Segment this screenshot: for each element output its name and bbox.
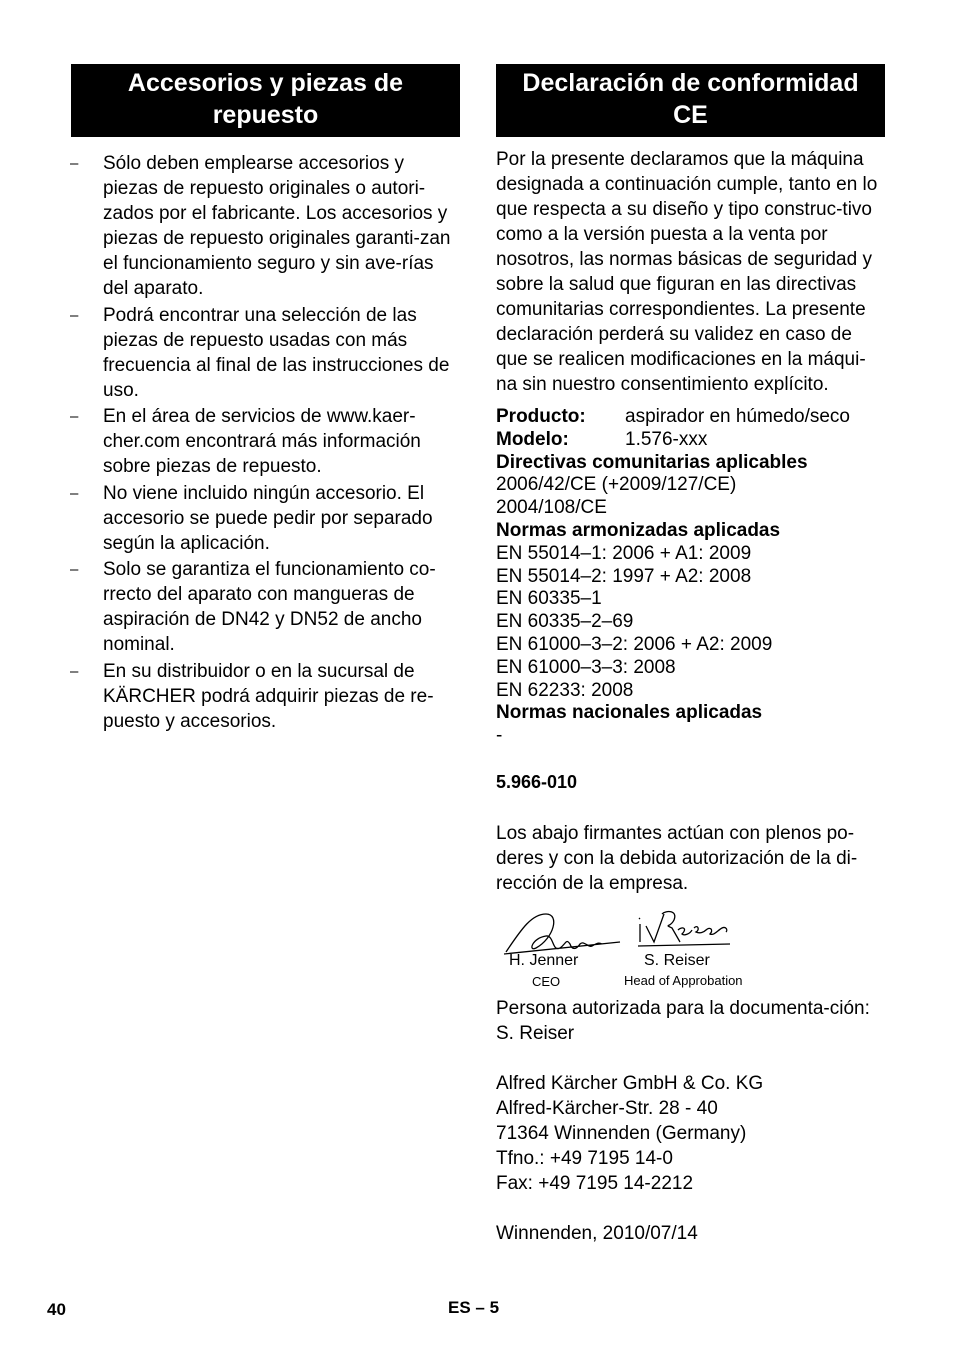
product-value: aspirador en húmedo/seco	[625, 406, 850, 427]
bullet-dash: –	[70, 155, 79, 172]
standard-item: EN 61000–3–2: 2006 + A2: 2009	[496, 633, 773, 655]
product-label: Producto:	[496, 406, 586, 427]
language-page-label: ES – 5	[448, 1298, 500, 1317]
conformity-heading-line2: CE	[673, 101, 708, 129]
authorized-name: S. Reiser	[496, 1022, 575, 1044]
bullet-dash: –	[70, 306, 79, 324]
bullet-dash: –	[70, 484, 79, 502]
document-number: 5.966-010	[496, 771, 578, 792]
list-item-text: En su distribuidor o en la sucursal de KÄRCHER podrá adquirir piezas de re-puesto y accesorios.	[103, 660, 434, 732]
list-item-text: No viene incluido ningún accesorio. El accesorio se puede pedir por separado según la aplicación.	[103, 482, 433, 554]
standard-item: EN 62233: 2008	[496, 679, 634, 701]
product-info	[496, 406, 885, 748]
signature-area	[496, 902, 885, 998]
directives-heading: Directivas comunitarias aplicables	[496, 451, 808, 473]
signer2-name: S. Reiser	[644, 951, 710, 969]
model-label: Modelo:	[496, 428, 569, 450]
list-item	[71, 481, 460, 556]
company-line: 71364 Winnenden (Germany)	[496, 1122, 747, 1144]
model-value: 1.576-xxx	[625, 428, 708, 450]
product-row	[496, 406, 885, 429]
list-item-text: Solo se garantiza el funcionamiento co-rrecto del aparato con mangueras de aspiración de DN42 y DN52 de ancho nominal.	[103, 559, 436, 655]
bullet-dash: –	[70, 662, 79, 680]
accessories-heading-line1: Accesorios y piezas de	[127, 69, 404, 97]
accessories-heading	[71, 64, 460, 137]
signer1-name: H. Jenner	[509, 951, 579, 969]
declaration-intro: Por la presente declaramos que la máquina designada a continuación cumple, tanto en lo que respecta a su diseño y tipo construc-tivo como a la versión puesta a la venta por nosotros, las normas básicas de seguridad y sobre la salud que figuran en las directivas comunitarias correspondientes. La presente declaración perderá su validez en caso de que se realicen modificaciones en la máqui-na sin nuestro consentimiento explícito.	[496, 149, 878, 395]
company-line: Alfred-Kärcher-Str. 28 - 40	[496, 1097, 718, 1119]
accessories-heading-line2: repuesto	[212, 101, 319, 129]
authorized-label: Persona autorizada para la documenta-ción:	[496, 997, 870, 1019]
signers-statement: Los abajo firmantes actúan con plenos po-deres y con la debida autorización de la di-rección de la empresa.	[496, 822, 858, 894]
standard-item: EN 60335–1	[496, 588, 602, 610]
standard-item: EN 60335–2–69	[496, 611, 634, 633]
company-line: Alfred Kärcher GmbH & Co. KG	[496, 1072, 764, 1094]
bullet-dash: –	[70, 408, 79, 425]
page-number: 40	[47, 1300, 66, 1319]
national-heading: Normas nacionales aplicadas	[496, 702, 763, 724]
national-value: -	[496, 725, 503, 747]
accessories-list	[71, 151, 460, 734]
standard-item: EN 55014–2: 1997 + A2: 2008	[496, 565, 752, 587]
standard-item: EN 55014–1: 2006 + A1: 2009	[496, 542, 752, 564]
conformity-heading	[496, 64, 885, 137]
bullet-dash: –	[70, 561, 79, 578]
signature-jenner	[502, 908, 622, 958]
signature-reiser	[634, 906, 734, 950]
list-item	[71, 659, 460, 734]
list-item-text: Podrá encontrar una selección de las piezas de repuesto usadas con más frecuencia al final de las instrucciones de uso.	[103, 304, 450, 401]
place-date: Winnenden, 2010/07/14	[496, 1222, 698, 1244]
signer1-title: CEO	[532, 973, 561, 989]
conformity-heading-line1: Declaración de conformidad	[522, 69, 859, 97]
right-column	[496, 64, 885, 1246]
directive-item: 2006/42/CE (+2009/127/CE)	[496, 474, 737, 496]
list-item	[71, 557, 460, 657]
authorized-person	[496, 996, 885, 1046]
harmonized-heading: Normas armonizadas aplicadas	[496, 519, 781, 541]
list-item	[71, 151, 460, 301]
company-line: Fax: +49 7195 14-2212	[496, 1172, 694, 1194]
list-item-text: Sólo deben emplearse accesorios y piezas de repuesto originales o autori-zados por el fabricante. Los accesorios y piezas de repuesto originales garanti-zan el funcionamiento seguro y sin ave-rías del aparato.	[103, 153, 451, 299]
company-address	[496, 1071, 885, 1196]
model-row	[496, 429, 885, 452]
list-item-text: En el área de servicios de www.kaer-cher.com encontrará más información sobre piezas de repuesto.	[103, 406, 421, 477]
list-item	[71, 303, 460, 403]
left-column	[71, 64, 460, 735]
company-line: Tfno.: +49 7195 14-0	[496, 1147, 673, 1169]
directive-item: 2004/108/CE	[496, 497, 607, 519]
signer2-title: Head of Approbation	[624, 972, 743, 988]
standard-item: EN 61000–3–3: 2008	[496, 656, 676, 678]
list-item	[71, 404, 460, 479]
